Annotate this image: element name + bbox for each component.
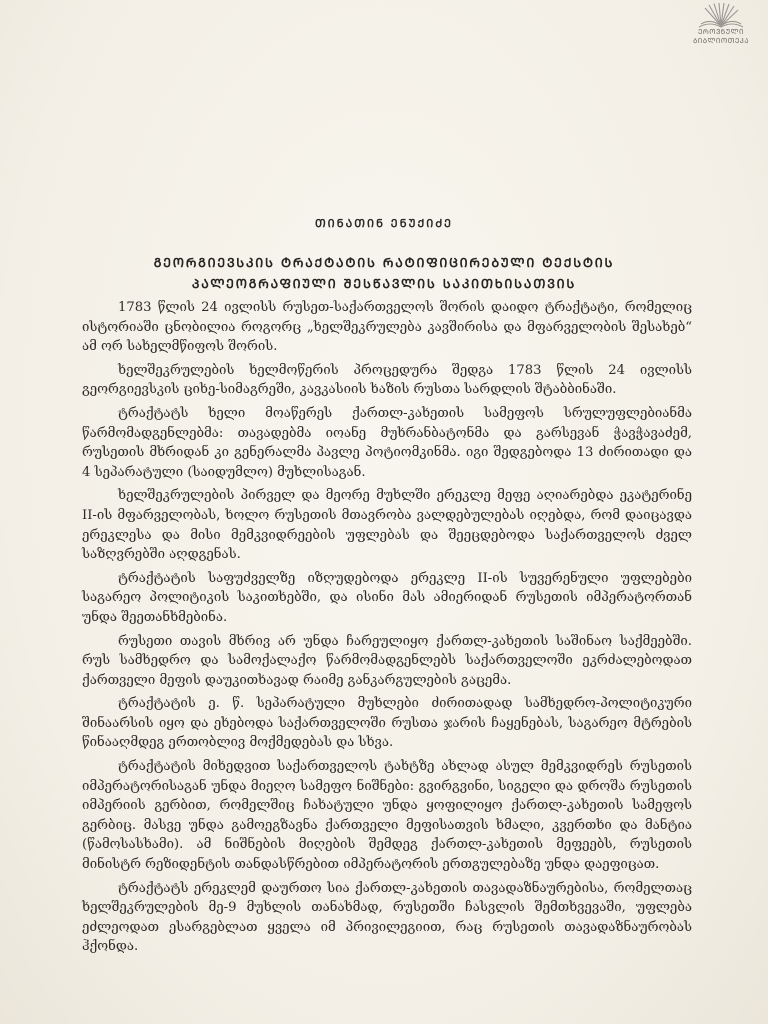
paragraph: ტრაქტატის მიხედვით საქართველოს ტახტზე ახლად ასულ მემკვიდრეს რუსეთის იმპერატორისაგან უნდა მიეღო სამეფო ნიშნები: გვირგვინი, სიგელი და დროშა რუსეთის იმპერიის გერბით, რომელშიც ჩახატული უნდა ყოფილიყო ქართლ-კახეთის სამეფოს გერბიც. მასვე უნდა გამოეგზავნა ქართველი მეფისათვის ხმალი, კვერთხი და მანტია (წამოსასხამი). ამ ნიშნების მიღების შემდეგ ქართლ-კახეთის მეფეებს, რუსეთის მინისტრ რეზიდენტის თანდასწრებით იმპერატორის ერთგულებაზე უნდა დაეფიცათ.: [82, 759, 692, 873]
title-line-2: ᲞᲐᲚᲔᲝᲒᲠᲐᲤᲘᲣᲚᲘ ᲨᲔᲡᲬᲐᲕᲚᲘᲡ ᲡᲐᲙᲘᲗᲮᲘᲡᲐᲗᲕᲘᲡ: [191, 276, 577, 291]
paragraph: ტრაქტატის საფუძველზე იზღუდებოდა ერეკლე II-ის სუვერენული უფლებები საგარეო პოლიტიკის საკითხებში, და ისინი მას ამიერიდან რუსეთის იმპერატორთან უნდა შეეთანხმებინა.: [82, 570, 692, 625]
article-title: [80, 252, 688, 294]
logo-text-line1: ᲔᲠᲝᲕᲜᲣᲚᲘ: [698, 28, 744, 36]
paragraph: ხელშეკრულების ხელმოწერის პროცედურა შედგა 1783 წლის 24 ივლისს გეორგიევსკის ციხე-სიმაგრეში, კავკასიის ხაზის რუსთა სარდლის შტაბბინაში.: [82, 362, 692, 398]
logo-text-line2: ᲑᲘᲑᲚᲘᲝᲗᲔᲙᲐ: [692, 37, 750, 45]
paragraph: ტრაქტატის ე. წ. სეპარატული მუხლები ძირითადად სამხედრო-პოლიტიკური შინაარსის იყო და ეხებოდა საქართველოში რუსთა ჯარის ჩაყენებას, საგარეო მტრების წინააღმდეგ ერთობლივ მოქმედებას და სხვა.: [82, 696, 692, 751]
title-line-1: ᲒᲔᲝᲠᲒᲘᲔᲕᲡᲙᲘᲡ ᲢᲠᲐᲥᲢᲐᲢᲘᲡ ᲠᲐᲢᲘᲤᲘᲪᲘᲠᲔᲑᲣᲚᲘ ᲢᲔᲥᲡᲢᲘᲡ: [153, 255, 615, 270]
paragraph: რუსეთი თავის მხრივ არ უნდა ჩარეულიყო ქართლ-კახეთის საშინაო საქმეებში. რუს სამხედრო და სამოქალაქო წარმომადგენლებს საქართველოში ეკრძალებოდათ ქართველი მეფის დაუკითხავად რაიმე განკარგულების გაცემა.: [82, 633, 692, 688]
article-body: [82, 298, 692, 961]
paragraph: ხელშეკრულების პირველ და მეორე მუხლში ერეკლე მეფე აღიარებდა ეკატერინე II-ის მფარველობას, ხოლო რუსეთის მთავრობა ვალდებულებას იღებდა, რომ დაიცავდა ერეკლესა და მისი მემკვიდრეების უფლებას და შეეცდებოდა საქართველოს ძველ საზღვრებში აღდგენას.: [82, 488, 692, 563]
book-fan-icon: [695, 2, 747, 28]
paragraph: 1783 წლის 24 ივლისს რუსეთ-საქართველოს შორის დაიდო ტრაქტატი, რომელიც ისტორიაში ცნობილია როგორც „ხელშეკრულება კავშირისა და მფარველობის შესახებ“ ამ ორ სახელმწიფოს შორის.: [82, 300, 692, 355]
paragraph: ტრაქტატს ხელი მოაწერეს ქართლ-კახეთის სამეფოს სრულუფლებიანმა წარმომადგენლებმა: თავადებმა იოანე მუხრანბატონმა და გარსევან ჭავჭავაძემ, რუსეთის მხრიდან კი გენერალმა პავლე პოტიომკინმა. იგი შედგებოდა 13 ძირითადი და 4 სეპარატული (საიდუმლო) მუხლისაგან.: [82, 405, 692, 480]
paragraph: ტრაქტატს ერეკლემ დაურთო სია ქართლ-კახეთის თავადაზნაურებისა, რომელთაც ხელშეკრულების მე-9 მუხლის თანახმად, რუსეთში ჩასვლის შემთხვევაში, უფლება ეძლეოდათ ესარგებლათ ყველა იმ პრივილეგიით, რაც რუსეთის თავადაზნაურობას ჰქონდა.: [82, 880, 692, 955]
author-name: ᲗᲘᲜᲐᲗᲘᲜ ᲔᲜᲣᲥᲘᲫᲔ: [314, 217, 453, 230]
library-logo: [688, 2, 754, 46]
